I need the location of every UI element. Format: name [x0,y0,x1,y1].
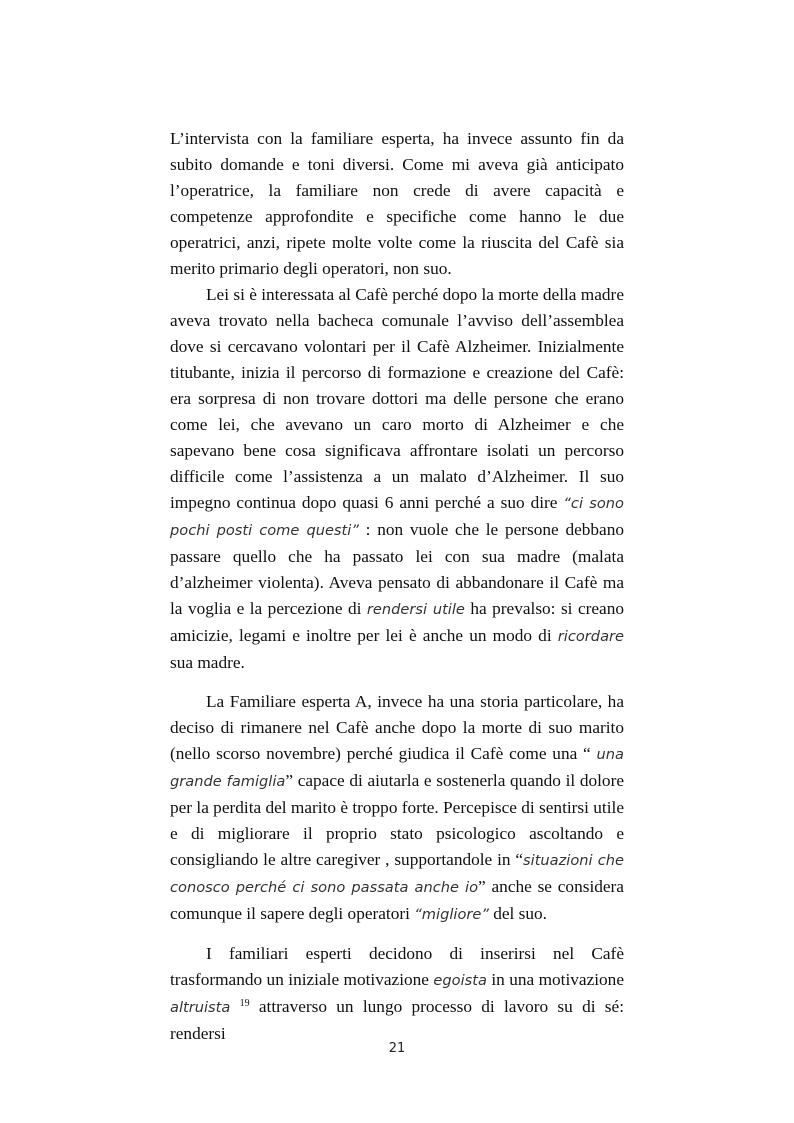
page-number: 21 [388,1041,406,1056]
italic-text: situazioni che conosco perché ci sono passata anche io [170,852,624,896]
text-run: sua madre. [170,653,245,672]
text-run: in una motivazione [486,970,624,989]
text-run: del suo. [488,904,548,923]
paragraph [170,126,624,282]
text-run: ha prevalso: si creano amicizie, legami e inoltre per lei è anche un modo di [170,599,624,645]
text-run: attraverso un lungo processo di lavoro su di sé: rendersi [170,997,624,1043]
italic-text: una grande famiglia [170,746,624,790]
text-run: I familiari esperti decidono di inserirsi nel Cafè trasformando un iniziale motivazione [170,944,624,989]
italic-text: rendersi utile [366,601,465,618]
text-run: La Familiare esperta A, invece ha una storia particolare, ha deciso di rimanere nel Cafè anche dopo la morte di suo marito (nello scorso novembre) perché giudica il Cafè come una “ [170,692,624,763]
body-text [170,126,624,1047]
italic-text: ricordare [557,628,624,645]
paragraph [170,282,624,676]
text-run: ” anche se considera comunque il sapere degli operatori [170,877,624,923]
text-run: L’intervista con la familiare esperta, ha invece assunto fin da subito domande e toni diversi. Come mi aveva già anticipato l’operatrice, la familiare non crede di avere capacità e competenze approfondite e specifiche come hanno le due operatrici, anzi, ripete molte volte come la riuscita del Cafè sia merito primario degli operatori, non suo. [170,129,624,278]
italic-text: “migliore” [414,906,489,923]
text-run: ” capace di aiutarla e sostenerla quando il dolore per la perdita del marito è troppo forte. Percepisce di sentirsi utile e di migliorare il proprio stato psicologico ascoltando e consigliando le altre caregiver , supportandole in “ [170,771,624,869]
italic-text: “ci sono pochi posti come questi” [170,495,624,539]
text-run: : non vuole che le persone debbano passare quello che ha passato lei con sua madre (malata d’alzheimer violenta). Aveva pensato di abbandonare il Cafè ma la voglia e la percezione di [170,520,624,618]
italic-text: egoista [433,972,487,989]
paragraph [170,941,624,1047]
footnote-marker: 19 [239,998,250,1009]
paragraph [170,689,624,928]
text-run [230,997,239,1016]
italic-text: altruista [170,999,231,1016]
text-run: Lei si è interessata al Cafè perché dopo la morte della madre aveva trovato nella bacheca comunale l’avviso dell’assemblea dove si cercavano volontari per il Cafè Alzheimer. Inizialmente titubante, inizia il percorso di formazione e creazione del Cafè: era sorpresa di non trovare dottori ma delle persone che erano come lei, che avevano un caro morto di Alzheimer e che sapevano bene cosa significava affrontare isolati un percorso difficile come l’assistenza a un malato d’Alzheimer. Il suo impegno continua dopo quasi 6 anni perché a suo dire [170,285,624,512]
